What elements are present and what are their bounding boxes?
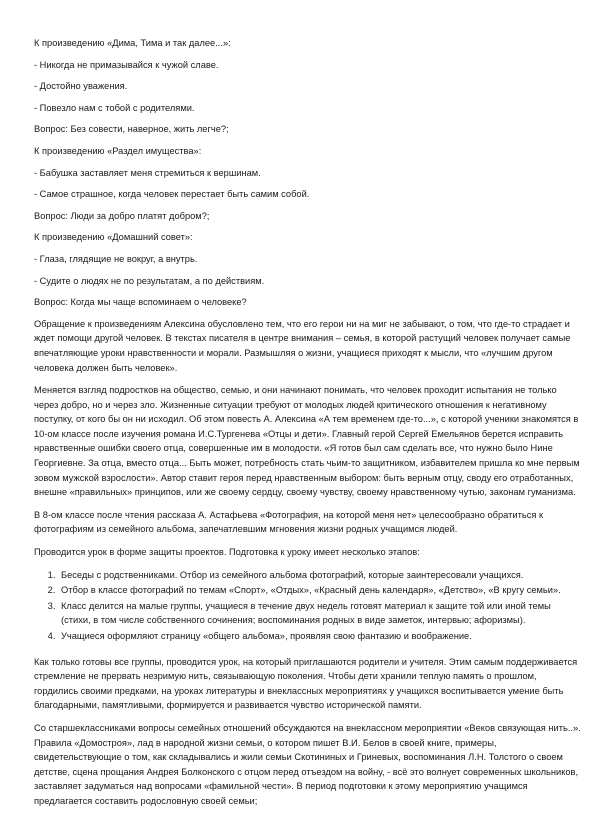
body-paragraph: Меняется взгляд подростков на общество, семью, и они начинают понимать, что человек проходит испытания не только через добро, но и через зло. Жизненные ситуации требуют от молодых людей критического отношения к негативному поступку, от кого бы он ни исходил. Об этом повесть А. Алексина «А тем временем где-то...», с которой ученики знакомятся в 10-ом классе после изучения романа И.С.Тургенева «Отцы и дети». Главный герой Сергей Емельянов берется исправить нравственные ошибки своего отца, совершенные им в молодости. «Я готов был сам сделать все, что нужно было Нине Георгиевне. За отца, вместо отца... Быть может, потребность стать чьим-то защитником, избавителем пришла ко мне первым зовом мужской взрослости». Автор ставит героя перед нравственным выбором: быть верным отцу, своду его отработанных, внешне «правильных» принципов, или же своему сердцу, своему чувству, своему нравственному чутью, законам гуманизма.: [34, 385, 580, 498]
list-item: 3. Класс делится на малые группы, учащиеся в течение двух недель готовят материал к защите той или иной темы (стихи, в том числе собственного сочинения; воспоминания родных в виде заметок, интервью; афоризмы).: [58, 599, 582, 628]
body-paragraph: Обращение к произведениям Алексина обусловлено тем, что его герои ни на миг не забывают, о том, что где-то страдает и ждет помощи другой человек. В текстах писателя в центре внимания – семья, в которой растущий человек получает самые впечатляющие уроки нравственности и морали. Размышляя о жизни, учащиеся приходят к мысли, что «лучшим другом человека должен быть человек».: [34, 318, 571, 373]
question-line: Вопрос: Когда мы чаще вспоминаем о человеке?: [34, 297, 247, 308]
question-line: Вопрос: Без совести, наверное, жить легче?;: [34, 124, 229, 135]
stages-list: [34, 568, 582, 644]
quote-line: - Бабушка заставляет меня стремиться к вершинам.: [34, 167, 261, 178]
list-item: 2. Отбор в классе фотографий по темам «Спорт», «Отдых», «Красный день календаря», «Детство», «В кругу семьи».: [58, 583, 582, 598]
body-paragraph: Со старшеклассниками вопросы семейных отношений обсуждаются на внеклассном мероприятии «Веков связующая нить..». Правила «Домостроя», лад в народной жизни семьи, о котором пишет В.И. Белов в своей книге, примеры, свидетельствующие о том, как складывались и жили семьи Скотининых и Гриневых, воспоминания Л.Н. Толстого о своем детстве, сцена прощания Андрея Болконского с отцом перед отъездом на войну, - всё это волнует современных школьников, заставляет задуматься над вопросами «фамильной чести». В период подготовки к этому мероприятию учащимся предлагается составить родословную своей семьи;: [34, 722, 581, 806]
body-paragraph: В 8-ом классе после чтения рассказа А. Астафьева «Фотография, на которой меня нет» целесообразно обратиться к фотографиям из семейного альбома, запечатлевшим мгновения жизни родных учащимся людей.: [34, 509, 544, 535]
quote-line: - Повезло нам с тобой с родителями.: [34, 102, 195, 113]
quote-line: - Достойно уважения.: [34, 81, 128, 92]
quote-line: - Судите о людях не по результатам, а по действиям.: [34, 275, 265, 286]
body-paragraph: Проводится урок в форме защиты проектов. Подготовка к уроку имеет несколько этапов:: [34, 547, 420, 558]
quote-line: - Никогда не примазывайся к чужой славе.: [34, 59, 219, 70]
quote-line: - Глаза, глядящие не вокруг, а внутрь.: [34, 253, 198, 264]
quote-line: - Самое страшное, когда человек перестает быть самим собой.: [34, 189, 310, 200]
list-item: 4. Учащиеся оформляют страницу «общего альбома», проявляя свою фантазию и воображение.: [58, 629, 582, 644]
body-paragraph: Как только готовы все группы, проводится урок, на который приглашаются родители и учителя. Этим самым поддерживается стремление не прервать незримую нить, связывающую поколения. Чтобы дети хранили теплую память о прошлом, гордились своими предками, на уроках литературы и внеклассных мероприятиях у учащихся воспитывается умение быть благодарными, памятливыми, формируется и развивается чувство исторической памяти.: [34, 656, 578, 711]
list-item: 1. Беседы с родственниками. Отбор из семейного альбома фотографий, которые заинтересовали учащихся.: [58, 568, 582, 583]
heading-work-1: К произведению «Дима, Тима и так далее...»:: [34, 38, 231, 48]
heading-work-3: К произведению «Домашний совет»:: [34, 232, 193, 243]
heading-work-2: К произведению «Раздел имущества»:: [34, 145, 202, 156]
document-page: [34, 36, 582, 817]
question-line: Вопрос: Люди за добро платят добром?;: [34, 210, 210, 221]
